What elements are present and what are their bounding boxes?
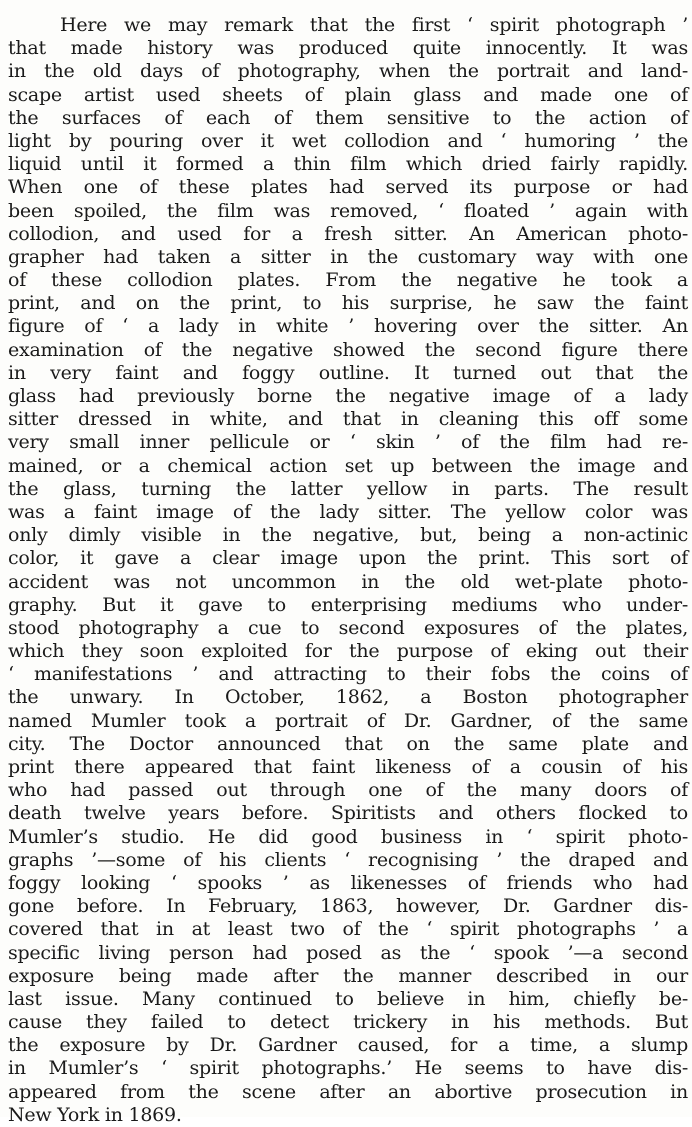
text-line: liquid until it formed a thin film which dried fairly rapidly.: [8, 153, 688, 176]
text-line: the surfaces of each of them sensitive to the action of: [8, 106, 688, 129]
text-line: Mumler’s studio. He did good business in ‘ spirit photo-: [8, 825, 688, 848]
text-line: city. The Doctor announced that on the same plate and: [8, 732, 688, 755]
text-line: gone before. In February, 1863, however, Dr. Gardner dis-: [8, 895, 688, 918]
text-line: the glass, turning the latter yellow in parts. The result: [8, 477, 688, 500]
text-line: scape artist used sheets of plain glass and made one of: [8, 83, 688, 106]
text-line: stood photography a cue to second exposures of the plates,: [8, 616, 688, 639]
text-line: ‘ manifestations ’ and attracting to their fobs the coins of: [8, 663, 688, 686]
text-line: the exposure by Dr. Gardner caused, for a time, a slump: [8, 1034, 688, 1057]
text-line: death twelve years before. Spiritists and others flocked to: [8, 802, 688, 825]
text-line: named Mumler took a portrait of Dr. Gardner, of the same: [8, 709, 688, 732]
text-line: accident was not uncommon in the old wet-plate photo-: [8, 570, 688, 593]
text-line: foggy looking ‘ spooks ’ as likenesses of friends who had: [8, 871, 688, 894]
text-line: collodion, and used for a fresh sitter. An American photo-: [8, 222, 688, 245]
text-line: appeared from the scene after an abortive prosecution in: [8, 1080, 688, 1103]
text-line: Here we may remark that the first ‘ spirit photograph ’: [60, 14, 688, 36]
text-line: grapher had taken a sitter in the customary way with one: [8, 245, 688, 268]
text-line: examination of the negative showed the second figure there: [8, 338, 688, 361]
text-line: very small inner pellicule or ‘ skin ’ of the film had re-: [8, 431, 688, 454]
text-line: in very faint and foggy outline. It turned out that the: [8, 361, 688, 384]
text-line: graphs ’—some of his clients ‘ recognising ’ the draped and: [8, 848, 688, 871]
text-line: mained, or a chemical action set up between the image and: [8, 454, 688, 477]
text-line: cause they failed to detect trickery in his methods. But: [8, 1011, 688, 1034]
text-line: sitter dressed in white, and that in cleaning this off some: [8, 408, 688, 431]
text-line: specific living person had posed as the ‘ spook ’—a second: [8, 941, 688, 964]
text-line: been spoiled, the film was removed, ‘ floated ’ again with: [8, 199, 688, 222]
text-line: light by pouring over it wet collodion and ‘ humoring ’ the: [8, 129, 688, 152]
text-line: covered that in at least two of the ‘ spirit photographs ’ a: [8, 918, 688, 941]
text-line: that made history was produced quite innocently. It was: [8, 37, 688, 60]
text-line: was a faint image of the lady sitter. The yellow color was: [8, 500, 688, 523]
text-line: glass had previously borne the negative image of a lady: [8, 385, 688, 407]
text-line: which they soon exploited for the purpose of eking out their: [8, 640, 688, 663]
text-line: print there appeared that faint likeness of a cousin of his: [8, 756, 688, 778]
text-line: exposure being made after the manner described in our: [8, 964, 688, 987]
text-line: of these collodion plates. From the negative he took a: [8, 269, 688, 292]
text-line: graphy. But it gave to enterprising mediums who under-: [8, 593, 688, 616]
text-line: When one of these plates had served its purpose or had: [8, 176, 688, 199]
text-line: last issue. Many continued to believe in him, chiefly be-: [8, 987, 688, 1010]
text-line: print, and on the print, to his surprise, he saw the faint: [8, 292, 688, 315]
text-line: only dimly visible in the negative, but, being a non-actinic: [8, 524, 688, 547]
article-paragraph: [8, 14, 688, 1127]
text-line: figure of ‘ a lady in white ’ hovering over the sitter. An: [8, 315, 688, 338]
text-line: in the old days of photography, when the portrait and land-: [8, 60, 688, 83]
text-line: color, it gave a clear image upon the print. This sort of: [8, 547, 688, 570]
text-line: who had passed out through one of the many doors of: [8, 779, 688, 802]
text-line: in Mumler’s ‘ spirit photographs.’ He seems to have dis-: [8, 1057, 688, 1080]
text-line: the unwary. In October, 1862, a Boston photographer: [8, 686, 688, 709]
text-line: New York in 1869.: [8, 1103, 182, 1126]
